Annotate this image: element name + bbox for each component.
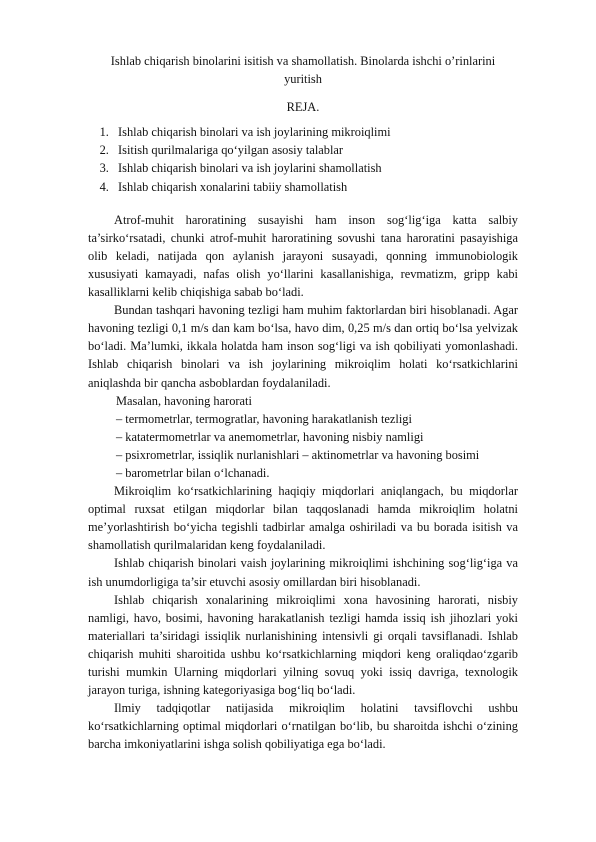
- paragraph: Mikroiqlim ko‘rsatkichlarining haqiqiy miqdorlari aniqlangach, bu miqdorlar optimal ruxsat etilgan miqdorlar bilan taqqoslanadi hamda mikroiqlim holatni me’yorlashtirish bo‘yicha tegishli tadbirlar amalga oshiriladi va bu borada isitish va shamollatish qurilmalaridan keng foydalaniladi.: [88, 484, 518, 553]
- plan-item: 2. Isitish qurilmalariga qo‘yilgan asosiy talablar: [112, 141, 518, 159]
- instrument-list-item: – psixrometrlar, issiqlik nurlanishlari – aktinometrlar va havoning bosimi: [116, 447, 480, 462]
- instrument-list-item: – katatermometrlar va anemometrlar, havoning nisbiy namligi: [116, 429, 424, 444]
- plan-item: 3. Ishlab chiqarish binolari va ish joylarini shamollatish: [112, 159, 518, 177]
- plan-heading: REJA.: [286, 100, 320, 115]
- instrument-list-intro: Masalan, havoning harorati: [116, 393, 252, 408]
- paragraph: Ishlab chiqarish xonalarining mikroiqlimi xona havosining harorati, nisbiy namligi, havo, bosimi, havoning harakatlanish tezligi hamda issiq ish jihozlari yoki materiallari ta’siridagi issiqlik nurlanishining intensivli gi orqali tavsiflanadi. Ishlab chiqarish muhiti sharoitida ushbu ko‘rsatkichlarning miqdori keng oraliqdao‘zgarib turishi mumkin Ularning miqdorlari yilning sovuq yoki issiq davriga, texnologik jarayon turiga, ishning kategoriyasiga bog‘liq bo‘ladi.: [88, 592, 518, 698]
- title-line-1: Ishlab chiqarish binolarini isitish va shamollatish. Binolarda ishchi o’rinlarini: [110, 54, 496, 68]
- paragraph: Ishlab chiqarish binolari vaish joylarining mikroiqlimi ishchining sog‘lig‘iga va ish unumdorligiga ta’sir etuvchi asosiy omillardan biri hisoblanadi.: [88, 556, 518, 589]
- title-line-2: yuritish: [284, 72, 322, 87]
- document-title: [88, 52, 518, 88]
- plan-item: 4. Ishlab chiqarish xonalarini tabiiy shamollatish: [112, 178, 518, 196]
- paragraph: Bundan tashqari havoning tezligi ham muhim faktorlardan biri hisoblanadi. Agar havoning tezligi 0,1 m/s dan kam bo‘lsa, havo dim, 0,25 m/s dan ortiq bo‘lsa yelvizak bo‘ladi. Ma’lumki, ikkala holatda ham inson sog‘ligi va ish qobiliyati yomonlashadi. Ishlab chiqarish binolari va ish joylarining mikroiqlim holati ko‘rsatkichlarini aniqlashda bir qancha asboblardan foydalaniladi.: [88, 303, 518, 390]
- paragraph: Atrof-muhit haroratining susayishi ham inson sog‘lig‘iga katta salbiy ta’sirko‘rsatadi, chunki atrof-muhit haroratining sovushi tana haroratini pasayishiga olib keladi, natijada qon aylanish jarayoni susayadi, qonning immunobiologik xususiyati kamayadi, nafas olish yo‘llarini kasallanishiga, revmatizm, gripp kabi kasalliklarni kelib chiqishiga sabab bo‘ladi.: [88, 212, 518, 300]
- plan-list: [88, 123, 518, 195]
- instrument-list-item: – termometrlar, termogratlar, havoning harakatlanish tezligi: [116, 411, 412, 426]
- instrument-list-item: – barometrlar bilan o‘lchanadi.: [116, 465, 270, 480]
- document-page: [88, 52, 518, 753]
- paragraph: Ilmiy tadqiqotlar natijasida mikroiqlim holatini tavsiflovchi ushbu ko‘rsatkichlarning optimal miqdorlari o‘rnatilgan bo‘lib, bu sharoitda ishchi o‘zining barcha imkoniyatlarini ishga solish qobiliyatiga ega bo‘ladi.: [88, 701, 518, 752]
- plan-item: 1. Ishlab chiqarish binolari va ish joylarining mikroiqlimi: [112, 123, 518, 141]
